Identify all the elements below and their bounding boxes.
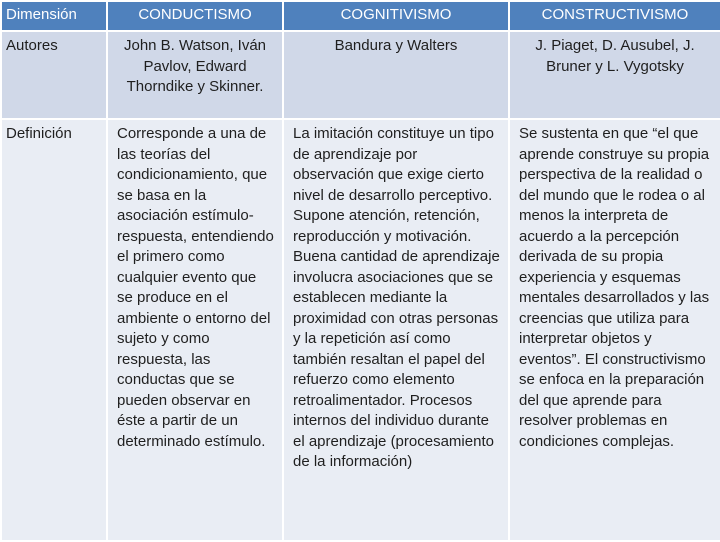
cell-autores-constructivismo: J. Piaget, D. Ausubel, J. Bruner y L. Vygotsky [509,31,720,119]
row-label-definicion: Definición [1,119,107,541]
cell-autores-conductismo: John B. Watson, Iván Pavlov, Edward Thorndike y Skinner. [107,31,283,119]
cell-definicion-conductismo: Corresponde a una de las teorías del condicionamiento, que se basa en la asociación estímulo-respuesta, entendiendo el primero como cualquier evento que se produce en el ambiente o entorno del sujeto y como respuesta, las conductas que se pueden observar en éste a partir de un determinado estímulo. [107,119,283,541]
header-cognitivismo: COGNITIVISMO [283,1,509,31]
header-conductismo: CONDUCTISMO [107,1,283,31]
header-constructivismo: CONSTRUCTIVISMO [509,1,720,31]
header-dimension: Dimensión [1,1,107,31]
row-label-autores: Autores [1,31,107,119]
header-row [1,1,720,31]
cell-autores-cognitivismo: Bandura y Walters [283,31,509,119]
row-definicion [1,119,720,541]
row-autores [1,31,720,119]
cell-definicion-cognitivismo: La imitación constituye un tipo de aprendizaje por observación que exige cierto nivel de desarrollo perceptivo. Supone atención, retención, reproducción y motivación. Buena cantidad de aprendizaje involucra asociaciones que se establecen mediante la proximidad con otras personas y la repetición así como también resaltan el papel del refuerzo como elemento retroalimentador. Procesos internos del individuo durante el aprendizaje (procesamiento de la información) [283,119,509,541]
cell-definicion-constructivismo: Se sustenta en que “el que aprende construye su propia perspectiva de la realidad o del mundo que le rodea o al menos la interpreta de acuerdo a la percepción derivada de su propia experiencia y esquemas mentales desarrollados y las creencias que utiliza para interpretar objetos y eventos”. El constructivismo se enfoca en la preparación del que aprende para resolver problemas en condiciones complejas. [509,119,720,541]
